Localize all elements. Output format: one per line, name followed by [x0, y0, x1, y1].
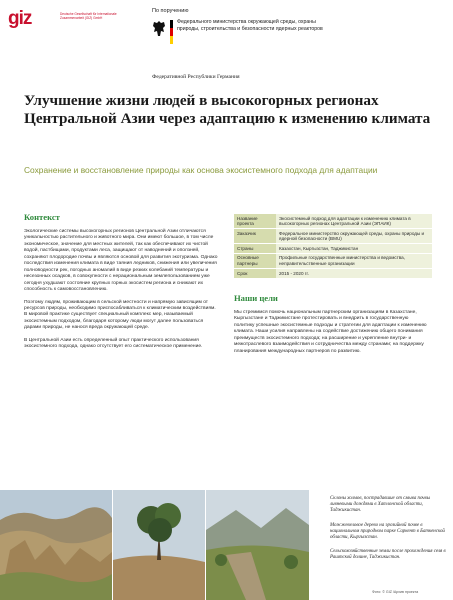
commission-label: По поручению	[152, 8, 189, 14]
info-value: Казахстан, Кыргызстан, Таджикистан	[279, 245, 359, 251]
info-key: Название проекта	[234, 214, 276, 228]
project-info-table	[234, 214, 432, 278]
photo-captions	[330, 496, 446, 570]
photo-caption: Сельскохозяйственные земли после прохождения селя в Раштской долине, Таджикистан.	[330, 549, 446, 561]
photo-caption: Можжевеловое дерево на эрозийной почве в национальном природном парке Саркент в Баткенской области, Кыргызстан.	[330, 522, 445, 541]
info-row	[234, 214, 432, 228]
republic-name: Федеративной Республики Германия	[152, 74, 240, 80]
photo-credit: Фото: © GIZ /Архив проекта	[372, 590, 419, 594]
goals-body	[234, 310, 430, 361]
context-heading: Контекст	[24, 212, 60, 222]
giz-logo	[8, 8, 38, 30]
giz-organization-name: Deutsche Gesellschaft für Internationale Zusammenarbeit (GIZ) GmbH	[60, 12, 117, 21]
page-subtitle: Сохранение и восстановление природы как основа экосистемного подхода для адаптации	[24, 165, 378, 175]
context-body	[24, 229, 220, 357]
context-paragraph: Экологические системы высокогорных регионов Центральной Азии отличаются уникальностью растительного и животного мира. Они имеют большое, в том числе экономическое, значение для местных жителей, так как обеспечивают их чистой водой, пастбищами, продуктами леса, защищают от наводнений и оползней, сохраняют плодородие почвы и являются основой для развития экотуризма. Однако последствия изменения климата в виде таяния ледников, снижения или увеличения полноводности рек, погодных аномалий в виде резких колебаний температуры и несезонных осадков, в совокупности с нерациональным землепользованием уже сегодня ухудшают состояние крупных горных экосистем региона и снижают их способность к самовосстановлению.	[24, 229, 218, 293]
info-row	[234, 253, 432, 268]
ministry-name: Федерального министерства окружающей среды, охраны природы, строительства и безопасности ядерных реакторов	[177, 19, 323, 32]
info-key: Заказчик	[234, 229, 276, 243]
info-row	[234, 243, 432, 253]
info-key: Основные партнеры	[234, 254, 276, 268]
info-value: Профильные государственные министерства и ведомства, неправительственные организации	[279, 255, 406, 267]
federal-eagle-icon	[152, 20, 166, 37]
info-value: 2015 - 2020 гг.	[279, 270, 309, 276]
goals-paragraph: Мы стремимся помочь национальным партнерским организациям в Казахстане, Кыргызстане и Таджикистане протестировать и внедрить в государственную политику успешные экосистемные подходы и стратегии для адаптации к изменению климата. Наши усилия направлены на содействие достижению общего понимания преимуществ экосистемного подхода; на расширение и укрепление внутри- и межотраслевого взаимодействия и сотрудничества между странами; на поддержку планирования международных партнеров по развитию.	[234, 310, 427, 354]
info-row	[234, 228, 432, 243]
giz-logo-text: giz	[8, 8, 32, 29]
farmland-mudflow-photo	[206, 490, 309, 600]
info-row	[234, 268, 432, 278]
eroded-hills-photo	[0, 490, 112, 600]
photo-caption: Склоны холмов, пострадавшие от смыва почвы ливневыми дождями в Хатлонской области, Таджикистан.	[330, 496, 431, 514]
german-flag-icon	[170, 20, 173, 44]
info-value: Экосистемный подход для адаптации к изменению климата в высокогорных регионах Центральной Азии (ЭПАИК)	[279, 215, 411, 227]
juniper-tree-photo	[113, 490, 205, 600]
info-value: Федеральное министерство окружающей среды, охраны природы и ядерной безопасности (BMU)	[279, 230, 425, 242]
context-paragraph: В Центральной Азии есть определенный опыт практического использования экосистемного подхода, однако отсутствует его систематическое применение.	[24, 337, 203, 350]
info-key: Срок	[234, 269, 276, 278]
goals-heading: Наши цели	[234, 293, 278, 303]
context-paragraph: Поэтому людям, проживающим в сельской местности и напрямую зависящим от ресурсов природы, необходимо приспосабливаться к климатическим воздействиям. В мировой практике существует специальный комплекс мер, называемый экосистемным подходом, благодаря которому люди могут далее пользоваться дарами природы, не нанося вреда окружающей среде.	[24, 299, 216, 331]
page-title: Улучшение жизни людей в высокогорных регионах Центральной Азии через адаптацию к изменению климата	[24, 92, 431, 127]
info-key: Страны	[234, 244, 276, 253]
